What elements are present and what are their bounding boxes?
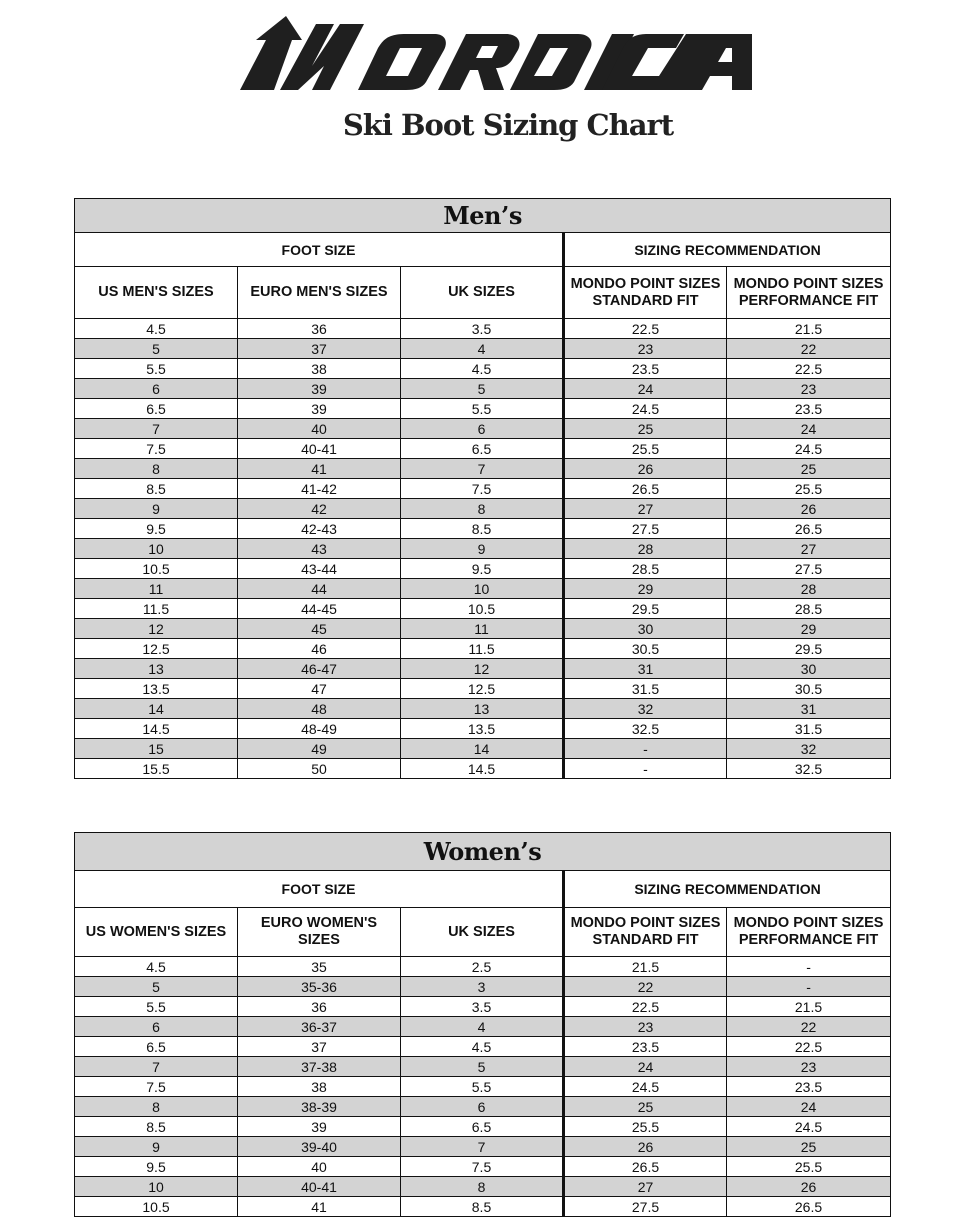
womens-col-mondo-performance: MONDO POINT SIZES PERFORMANCE FIT <box>727 908 891 957</box>
uk-size-cell: 5 <box>401 1057 564 1077</box>
mondo-performance-cell: 29.5 <box>727 639 891 659</box>
us-size-cell: 8.5 <box>75 479 238 499</box>
euro-size-cell: 48 <box>238 699 401 719</box>
uk-size-cell: 14.5 <box>401 759 564 779</box>
euro-size-cell: 38 <box>238 1077 401 1097</box>
us-size-cell: 6 <box>75 379 238 399</box>
mondo-performance-cell: 29 <box>727 619 891 639</box>
us-size-cell: 8 <box>75 1097 238 1117</box>
euro-size-cell: 41 <box>238 1197 401 1217</box>
mondo-standard-cell: 31.5 <box>564 679 727 699</box>
mondo-performance-cell: 22.5 <box>727 1037 891 1057</box>
us-size-cell: 4.5 <box>75 957 238 977</box>
table-row <box>75 977 891 997</box>
us-size-cell: 10 <box>75 1177 238 1197</box>
uk-size-cell: 6 <box>401 1097 564 1117</box>
mens-table-title: Men’s <box>75 199 891 233</box>
us-size-cell: 15.5 <box>75 759 238 779</box>
us-size-cell: 5.5 <box>75 359 238 379</box>
uk-size-cell: 11 <box>401 619 564 639</box>
uk-size-cell: 10 <box>401 579 564 599</box>
mondo-performance-cell: 25.5 <box>727 479 891 499</box>
table-row <box>75 559 891 579</box>
us-size-cell: 5 <box>75 977 238 997</box>
euro-size-cell: 41-42 <box>238 479 401 499</box>
womens-col-uk: UK SIZES <box>401 908 564 957</box>
uk-size-cell: 7 <box>401 459 564 479</box>
table-row <box>75 579 891 599</box>
euro-size-cell: 35 <box>238 957 401 977</box>
us-size-cell: 7 <box>75 419 238 439</box>
mondo-standard-cell: 23.5 <box>564 359 727 379</box>
euro-size-cell: 44-45 <box>238 599 401 619</box>
us-size-cell: 15 <box>75 739 238 759</box>
uk-size-cell: 6.5 <box>401 1117 564 1137</box>
table-row <box>75 619 891 639</box>
mondo-performance-cell: 30.5 <box>727 679 891 699</box>
uk-size-cell: 9 <box>401 539 564 559</box>
euro-size-cell: 36 <box>238 997 401 1017</box>
table-row <box>75 679 891 699</box>
mondo-performance-cell: 24 <box>727 419 891 439</box>
us-size-cell: 5 <box>75 339 238 359</box>
mens-col-mondo-performance: MONDO POINT SIZES PERFORMANCE FIT <box>727 267 891 319</box>
us-size-cell: 10.5 <box>75 559 238 579</box>
uk-size-cell: 5.5 <box>401 1077 564 1097</box>
mondo-standard-cell: 28 <box>564 539 727 559</box>
mens-col-uk: UK SIZES <box>401 267 564 319</box>
womens-recommendation-header: SIZING RECOMMENDATION <box>564 871 891 908</box>
euro-size-cell: 37-38 <box>238 1057 401 1077</box>
mondo-standard-cell: 27.5 <box>564 1197 727 1217</box>
mens-sizing-table <box>74 198 891 779</box>
mondo-standard-cell: 24.5 <box>564 1077 727 1097</box>
us-size-cell: 13 <box>75 659 238 679</box>
euro-size-cell: 45 <box>238 619 401 639</box>
uk-size-cell: 8.5 <box>401 1197 564 1217</box>
uk-size-cell: 6.5 <box>401 439 564 459</box>
table-row <box>75 439 891 459</box>
uk-size-cell: 7 <box>401 1137 564 1157</box>
table-row <box>75 1017 891 1037</box>
mondo-standard-cell: 27 <box>564 499 727 519</box>
mondo-standard-cell: - <box>564 739 727 759</box>
table-row <box>75 739 891 759</box>
euro-size-cell: 48-49 <box>238 719 401 739</box>
mondo-performance-cell: 22.5 <box>727 359 891 379</box>
uk-size-cell: 6 <box>401 419 564 439</box>
mondo-performance-cell: 30 <box>727 659 891 679</box>
euro-size-cell: 46 <box>238 639 401 659</box>
euro-size-cell: 43 <box>238 539 401 559</box>
table-row <box>75 1077 891 1097</box>
euro-size-cell: 39 <box>238 399 401 419</box>
mondo-standard-cell: 27.5 <box>564 519 727 539</box>
mondo-standard-cell: 25 <box>564 419 727 439</box>
mondo-standard-cell: 29.5 <box>564 599 727 619</box>
mondo-performance-cell: 31 <box>727 699 891 719</box>
table-row <box>75 539 891 559</box>
mens-col-us: US MEN'S SIZES <box>75 267 238 319</box>
uk-size-cell: 5 <box>401 379 564 399</box>
us-size-cell: 4.5 <box>75 319 238 339</box>
us-size-cell: 9.5 <box>75 1157 238 1177</box>
womens-col-euro: EURO WOMEN'S SIZES <box>238 908 401 957</box>
womens-col-mondo-standard: MONDO POINT SIZES STANDARD FIT <box>564 908 727 957</box>
euro-size-cell: 37 <box>238 1037 401 1057</box>
mondo-standard-cell: 32 <box>564 699 727 719</box>
table-row <box>75 399 891 419</box>
mondo-performance-cell: 32 <box>727 739 891 759</box>
womens-sizing-table <box>74 832 891 1217</box>
us-size-cell: 9.5 <box>75 519 238 539</box>
table-row <box>75 359 891 379</box>
table-row <box>75 339 891 359</box>
mondo-performance-cell: 32.5 <box>727 759 891 779</box>
uk-size-cell: 13.5 <box>401 719 564 739</box>
euro-size-cell: 43-44 <box>238 559 401 579</box>
mondo-standard-cell: 24.5 <box>564 399 727 419</box>
table-row <box>75 1097 891 1117</box>
mondo-performance-cell: 21.5 <box>727 319 891 339</box>
mondo-performance-cell: 24 <box>727 1097 891 1117</box>
mondo-standard-cell: 31 <box>564 659 727 679</box>
mondo-performance-cell: 25 <box>727 1137 891 1157</box>
mondo-performance-cell: 26 <box>727 1177 891 1197</box>
euro-size-cell: 44 <box>238 579 401 599</box>
mondo-standard-cell: 26.5 <box>564 1157 727 1177</box>
uk-size-cell: 8 <box>401 499 564 519</box>
uk-size-cell: 7.5 <box>401 1157 564 1177</box>
mondo-standard-cell: 28.5 <box>564 559 727 579</box>
mondo-standard-cell: 22 <box>564 977 727 997</box>
euro-size-cell: 39-40 <box>238 1137 401 1157</box>
euro-size-cell: 49 <box>238 739 401 759</box>
uk-size-cell: 4 <box>401 339 564 359</box>
mondo-performance-cell: 24.5 <box>727 439 891 459</box>
euro-size-cell: 46-47 <box>238 659 401 679</box>
mondo-performance-cell: 28.5 <box>727 599 891 619</box>
euro-size-cell: 50 <box>238 759 401 779</box>
table-row <box>75 1117 891 1137</box>
mondo-performance-cell: 26.5 <box>727 1197 891 1217</box>
mondo-performance-cell: 27 <box>727 539 891 559</box>
mondo-performance-cell: 25 <box>727 459 891 479</box>
euro-size-cell: 39 <box>238 1117 401 1137</box>
euro-size-cell: 38-39 <box>238 1097 401 1117</box>
mondo-performance-cell: 31.5 <box>727 719 891 739</box>
mondo-performance-cell: 22 <box>727 1017 891 1037</box>
mondo-performance-cell: 23 <box>727 379 891 399</box>
mondo-performance-cell: - <box>727 957 891 977</box>
womens-foot-size-header: FOOT SIZE <box>75 871 564 908</box>
euro-size-cell: 36 <box>238 319 401 339</box>
us-size-cell: 5.5 <box>75 997 238 1017</box>
mondo-standard-cell: 25.5 <box>564 1117 727 1137</box>
us-size-cell: 10 <box>75 539 238 559</box>
us-size-cell: 13.5 <box>75 679 238 699</box>
mondo-standard-cell: 27 <box>564 1177 727 1197</box>
us-size-cell: 10.5 <box>75 1197 238 1217</box>
womens-col-us: US WOMEN'S SIZES <box>75 908 238 957</box>
mondo-performance-cell: 26.5 <box>727 519 891 539</box>
mondo-performance-cell: 27.5 <box>727 559 891 579</box>
mondo-standard-cell: 26.5 <box>564 479 727 499</box>
mondo-standard-cell: 25 <box>564 1097 727 1117</box>
table-row <box>75 1177 891 1197</box>
uk-size-cell: 12 <box>401 659 564 679</box>
mens-recommendation-header: SIZING RECOMMENDATION <box>564 233 891 267</box>
euro-size-cell: 40-41 <box>238 439 401 459</box>
us-size-cell: 11 <box>75 579 238 599</box>
table-row <box>75 459 891 479</box>
uk-size-cell: 7.5 <box>401 479 564 499</box>
mondo-performance-cell: 25.5 <box>727 1157 891 1177</box>
table-row <box>75 997 891 1017</box>
uk-size-cell: 4 <box>401 1017 564 1037</box>
euro-size-cell: 38 <box>238 359 401 379</box>
us-size-cell: 6.5 <box>75 1037 238 1057</box>
mens-col-euro: EURO MEN'S SIZES <box>238 267 401 319</box>
mondo-standard-cell: 30.5 <box>564 639 727 659</box>
table-row <box>75 639 891 659</box>
table-row <box>75 379 891 399</box>
table-row <box>75 659 891 679</box>
us-size-cell: 8.5 <box>75 1117 238 1137</box>
us-size-cell: 7.5 <box>75 1077 238 1097</box>
us-size-cell: 14.5 <box>75 719 238 739</box>
euro-size-cell: 37 <box>238 339 401 359</box>
nordica-logo <box>240 12 752 94</box>
uk-size-cell: 13 <box>401 699 564 719</box>
mondo-standard-cell: 26 <box>564 1137 727 1157</box>
table-row <box>75 759 891 779</box>
mondo-standard-cell: 29 <box>564 579 727 599</box>
table-row <box>75 699 891 719</box>
uk-size-cell: 2.5 <box>401 957 564 977</box>
euro-size-cell: 36-37 <box>238 1017 401 1037</box>
uk-size-cell: 4.5 <box>401 359 564 379</box>
mondo-performance-cell: - <box>727 977 891 997</box>
us-size-cell: 14 <box>75 699 238 719</box>
uk-size-cell: 11.5 <box>401 639 564 659</box>
womens-table-title: Women’s <box>75 833 891 871</box>
mondo-performance-cell: 23 <box>727 1057 891 1077</box>
table-row <box>75 1137 891 1157</box>
table-row <box>75 957 891 977</box>
table-row <box>75 519 891 539</box>
page-subtitle: Ski Boot Sizing Chart <box>342 108 674 142</box>
mondo-performance-cell: 23.5 <box>727 1077 891 1097</box>
euro-size-cell: 40 <box>238 419 401 439</box>
table-row <box>75 419 891 439</box>
uk-size-cell: 14 <box>401 739 564 759</box>
uk-size-cell: 12.5 <box>401 679 564 699</box>
table-row <box>75 319 891 339</box>
uk-size-cell: 9.5 <box>401 559 564 579</box>
mondo-standard-cell: 24 <box>564 379 727 399</box>
euro-size-cell: 40-41 <box>238 1177 401 1197</box>
us-size-cell: 6.5 <box>75 399 238 419</box>
us-size-cell: 6 <box>75 1017 238 1037</box>
mondo-standard-cell: 32.5 <box>564 719 727 739</box>
mondo-standard-cell: 23 <box>564 1017 727 1037</box>
mondo-standard-cell: 23.5 <box>564 1037 727 1057</box>
us-size-cell: 9 <box>75 499 238 519</box>
euro-size-cell: 47 <box>238 679 401 699</box>
mens-col-mondo-standard: MONDO POINT SIZES STANDARD FIT <box>564 267 727 319</box>
mondo-standard-cell: 24 <box>564 1057 727 1077</box>
uk-size-cell: 4.5 <box>401 1037 564 1057</box>
mondo-standard-cell: 21.5 <box>564 957 727 977</box>
mens-foot-size-header: FOOT SIZE <box>75 233 564 267</box>
mondo-performance-cell: 26 <box>727 499 891 519</box>
uk-size-cell: 3.5 <box>401 997 564 1017</box>
table-row <box>75 599 891 619</box>
euro-size-cell: 35-36 <box>238 977 401 997</box>
table-row <box>75 1157 891 1177</box>
uk-size-cell: 3 <box>401 977 564 997</box>
euro-size-cell: 40 <box>238 1157 401 1177</box>
mondo-standard-cell: 22.5 <box>564 319 727 339</box>
us-size-cell: 7.5 <box>75 439 238 459</box>
euro-size-cell: 42 <box>238 499 401 519</box>
mondo-performance-cell: 24.5 <box>727 1117 891 1137</box>
mondo-standard-cell: - <box>564 759 727 779</box>
us-size-cell: 12 <box>75 619 238 639</box>
uk-size-cell: 8.5 <box>401 519 564 539</box>
mondo-performance-cell: 21.5 <box>727 997 891 1017</box>
us-size-cell: 11.5 <box>75 599 238 619</box>
mondo-standard-cell: 23 <box>564 339 727 359</box>
table-row <box>75 1057 891 1077</box>
mondo-standard-cell: 25.5 <box>564 439 727 459</box>
table-row <box>75 1197 891 1217</box>
uk-size-cell: 10.5 <box>401 599 564 619</box>
mondo-standard-cell: 26 <box>564 459 727 479</box>
mondo-performance-cell: 23.5 <box>727 399 891 419</box>
mondo-standard-cell: 22.5 <box>564 997 727 1017</box>
uk-size-cell: 5.5 <box>401 399 564 419</box>
table-row <box>75 479 891 499</box>
euro-size-cell: 42-43 <box>238 519 401 539</box>
table-row <box>75 1037 891 1057</box>
us-size-cell: 12.5 <box>75 639 238 659</box>
uk-size-cell: 3.5 <box>401 319 564 339</box>
mondo-performance-cell: 28 <box>727 579 891 599</box>
mondo-standard-cell: 30 <box>564 619 727 639</box>
table-row <box>75 499 891 519</box>
euro-size-cell: 39 <box>238 379 401 399</box>
us-size-cell: 8 <box>75 459 238 479</box>
euro-size-cell: 41 <box>238 459 401 479</box>
table-row <box>75 719 891 739</box>
us-size-cell: 7 <box>75 1057 238 1077</box>
us-size-cell: 9 <box>75 1137 238 1157</box>
uk-size-cell: 8 <box>401 1177 564 1197</box>
mondo-performance-cell: 22 <box>727 339 891 359</box>
